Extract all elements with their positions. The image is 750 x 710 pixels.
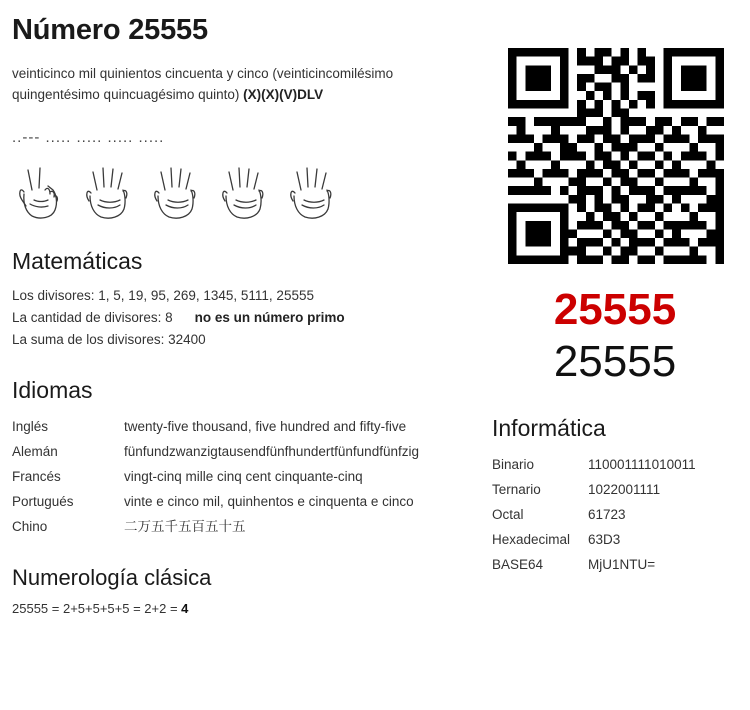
language-value: fünfundzwanzigtausendfünfhundertfünfundfünfzig [124,444,419,459]
language-value: vingt-cinq mille cinq cent cinquante-cinq [124,469,363,484]
table-row [12,489,474,514]
language-name: Alemán [12,444,58,459]
language-value: twenty-five thousand, five hundred and fifty-five [124,419,407,434]
table-row [492,452,740,477]
numerology-formula-text: 25555 = 2+5+5+5+5 = 2+2 = [12,601,182,616]
math-divisor-count-text: La cantidad de divisores: 8 [12,310,173,325]
informatics-value: MjU1NTU= [588,557,656,572]
right-column [490,0,740,577]
informatics-key: Octal [492,507,524,522]
table-row [12,414,474,439]
number-in-words [12,63,482,105]
math-prime-note: no es un número primo [194,310,345,325]
table-row [12,464,474,489]
hand-two-fingers-icon [12,160,72,222]
table-row [492,527,740,552]
words-roman: (X)(X)(V)DLV [243,87,324,102]
hand-five-fingers-icon [284,160,344,222]
hand-five-fingers-icon [80,160,140,222]
words-spanish: veinticinco mil quinientos cincuenta y cinco [12,66,269,81]
languages-table [12,414,474,539]
hand-five-fingers-icon [216,160,276,222]
math-divisors: Los divisores: 1, 5, 19, 95, 269, 1345, 5111, 25555 [12,288,314,303]
informatics-value: 110001111010011 [588,457,696,472]
language-name: Portugués [12,494,74,509]
informatics-key: Ternario [492,482,541,497]
informatics-key: Binario [492,457,535,472]
math-divisor-count [12,307,482,329]
informatics-heading: Informática [492,415,606,441]
morse-code: ..--- ..... ..... ..... ..... [12,129,165,146]
table-row [492,477,740,502]
hand-five-fingers-icon [148,160,208,222]
words-ordinal: (veinticincomilésimo quingentésimo quincuagésimo quinto) [12,66,394,102]
big-number-red: 25555 [553,285,677,334]
math-divisor-sum: La suma de los divisores: 32400 [12,332,206,347]
language-name: Francés [12,469,61,484]
informatics-value: 63D3 [588,532,621,547]
table-row [492,552,740,577]
informatics-value: 1022001111 [588,482,661,497]
informatics-key: BASE64 [492,557,544,572]
finger-counting [12,156,482,222]
language-name: Chino [12,519,48,534]
numerology-heading: Numerología clásica [12,565,212,590]
informatics-key: Hexadecimal [492,532,571,547]
table-row [12,514,474,539]
informatics-table [492,452,740,577]
language-value: 二万五千五百五十五 [124,519,246,534]
table-row [12,439,474,464]
math-heading: Matemáticas [12,248,143,274]
informatics-value: 61723 [588,507,626,522]
language-value: vinte e cinco mil, quinhentos e cinquenta e cinco [124,494,414,509]
left-column [12,0,482,616]
numerology-formula [12,601,482,616]
page-title: Número 25555 [12,14,208,46]
numerology-result: 4 [181,601,189,616]
languages-heading: Idiomas [12,377,93,403]
big-number-black: 25555 [553,337,677,386]
table-row [492,502,740,527]
language-name: Inglés [12,419,49,434]
qr-code [508,48,724,264]
